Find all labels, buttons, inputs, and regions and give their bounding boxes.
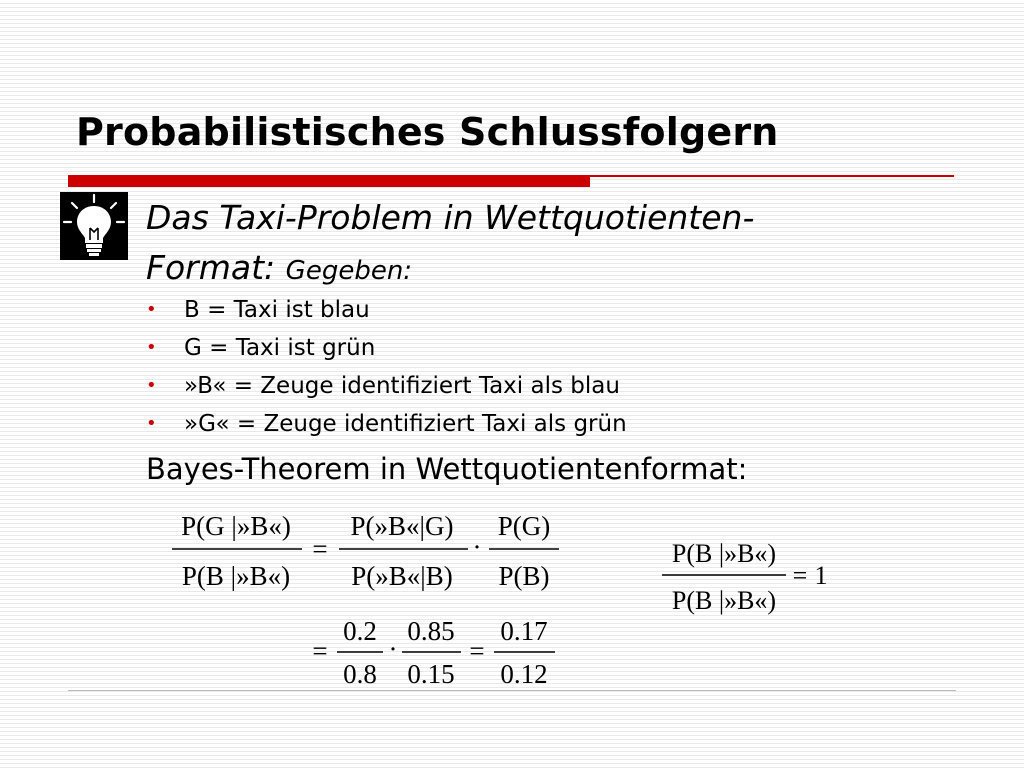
heading-line-1: Das Taxi-Problem in Wettquotienten- — [146, 198, 755, 237]
likelihood-numerator: P(»B«|G) — [350, 511, 454, 541]
bayes-heading: Bayes-Theorem in Wettquotientenformat: — [146, 452, 748, 486]
prior-denominator: P(B) — [498, 561, 550, 591]
list-item-text: G = Taxi ist grün — [184, 335, 376, 361]
bullet-icon: • — [146, 337, 157, 358]
right-result: 1 — [814, 561, 828, 590]
bayes-formula-right — [658, 530, 838, 625]
heading-line-2 — [146, 243, 754, 296]
right-denominator: P(B |»B«) — [671, 586, 777, 615]
ratio-b-numerator: 0.85 — [407, 616, 455, 646]
title-accent-bar — [68, 175, 590, 187]
ratio-c-numerator: 0.17 — [500, 616, 548, 646]
ratio-c-denominator: 0.12 — [500, 659, 548, 689]
ratio-a-numerator: 0.2 — [343, 616, 377, 646]
heading-given: Gegeben: — [285, 256, 413, 286]
multiply-dot: · — [388, 634, 398, 664]
prior-numerator: P(G) — [497, 511, 551, 541]
likelihood-denominator: P(»B«|B) — [351, 561, 453, 591]
list-item — [146, 408, 627, 446]
bayes-formula-numeric — [305, 612, 565, 692]
lhs-numerator: P(G |»B«) — [181, 511, 291, 541]
ratio-b-denominator: 0.15 — [407, 659, 455, 689]
lightbulb-icon — [60, 192, 128, 260]
equals-sign: = — [469, 636, 485, 666]
list-item — [146, 370, 627, 408]
list-item-text: »B« = Zeuge identifiziert Taxi als blau — [184, 373, 620, 399]
ratio-a-denominator: 0.8 — [343, 659, 377, 689]
equals-sign: = — [312, 636, 328, 666]
bullet-icon: • — [146, 375, 157, 396]
multiply-dot: · — [472, 532, 482, 562]
equals-sign: = — [312, 534, 328, 564]
bullet-icon: • — [146, 413, 157, 434]
list-item-text: »G« = Zeuge identifiziert Taxi als grün — [184, 411, 627, 437]
right-numerator: P(B |»B«) — [671, 539, 777, 568]
footer-divider — [68, 690, 956, 691]
lhs-denominator: P(B |»B«) — [181, 561, 291, 591]
heading-format: Format: — [146, 248, 276, 287]
list-item-text: B = Taxi ist blau — [184, 297, 370, 323]
list-item — [146, 294, 627, 332]
bullet-icon: • — [146, 299, 157, 320]
list-item — [146, 332, 627, 370]
slide-title: Probabilistisches Schlussfolgern — [76, 110, 779, 154]
title-accent-line — [590, 175, 954, 177]
slide-heading — [146, 193, 754, 296]
equals-sign: = — [792, 561, 808, 590]
definition-list — [146, 294, 627, 446]
bayes-formula-main — [166, 500, 566, 600]
